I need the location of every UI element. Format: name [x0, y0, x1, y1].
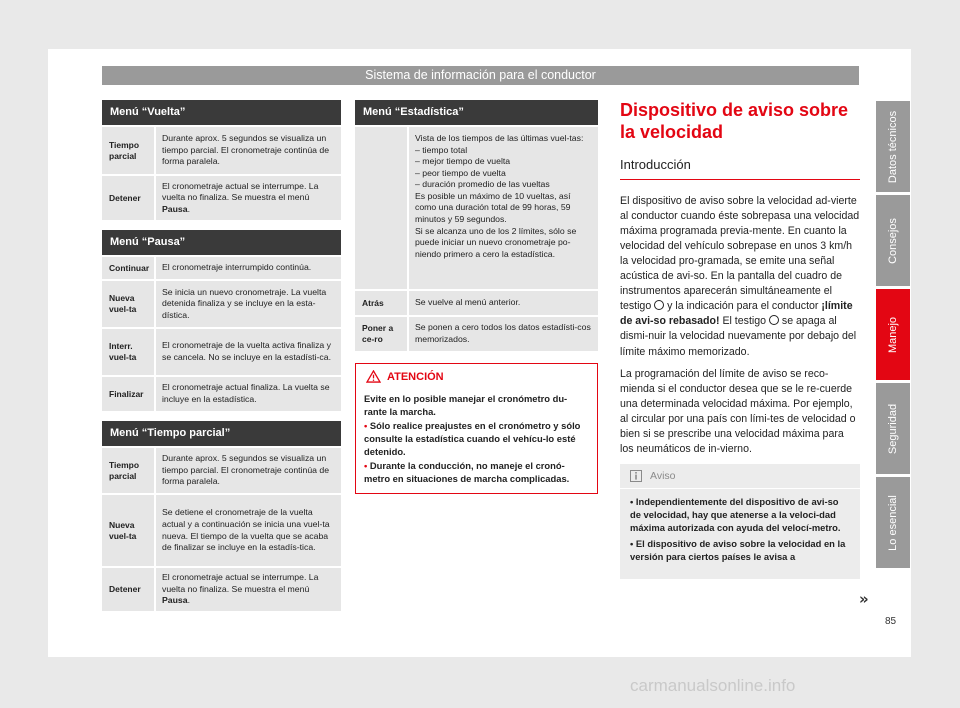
row-key: Tiempo parcial: [109, 139, 140, 161]
tab-lo-esencial[interactable]: Lo esencial: [876, 477, 910, 568]
warning-header: [356, 364, 597, 389]
subsection-title: Introducción: [620, 151, 860, 180]
chapter-tabs: [876, 101, 910, 571]
row-value: El cronometraje interrumpido continúa.: [154, 257, 341, 279]
note-box: [620, 464, 860, 579]
section-title: Dispositivo de aviso sobre la velocidad: [620, 100, 849, 142]
right-column: [620, 100, 860, 579]
page-header: Sistema de información para el conductor: [102, 66, 859, 85]
note-body: [620, 489, 860, 573]
info-icon: [630, 470, 642, 482]
row-key: Finalizar: [109, 388, 144, 399]
row-value: El cronometraje actual se interrumpe. La vuelta no finaliza. Se muestra el menú Pausa.: [154, 176, 341, 220]
row-key: [355, 127, 407, 289]
left-column: [102, 100, 341, 611]
body-text: [620, 194, 860, 457]
warning-triangle-icon: [366, 370, 381, 383]
middle-column: [355, 100, 598, 494]
row-value: Vista de los tiempos de las últimas vuel-tas: – tiempo total – mejor tiempo de vuelta – peor tiempo de vuelta – duración promedio de las vueltas Es posible un máximo de 10 vueltas, así como una duración total de 99 horas, 59 minutos y 59 segundos. Si se alcanza uno de los 2 límites, sólo se puede iniciar un nuevo cronometraje po-niendo primero a cero la estadística.: [407, 127, 598, 289]
note-bullet: • El dispositivo de aviso sobre la velocidad en la versión para ciertos países le avisa a: [630, 538, 846, 563]
row-key: Tiempo parcial: [109, 459, 140, 481]
warning-box: [355, 363, 598, 494]
table-title: Menú “Estadística”: [355, 100, 598, 125]
warning-body: [356, 389, 597, 493]
row-key: Atrás: [362, 297, 384, 308]
tab-seguridad[interactable]: Seguridad: [876, 383, 910, 474]
warning-bullet: • Durante la conducción, no maneje el cronó-metro en situaciones de marcha complicadas.: [364, 459, 570, 484]
watermark: carmanualsonline.info: [630, 676, 796, 695]
row-key: Detener: [109, 192, 141, 203]
row-key: Nueva vuel-ta: [109, 293, 137, 314]
speed-warning-indicator-icon: [769, 315, 779, 325]
table-tiempo-parcial: [102, 421, 341, 611]
row-value: Se ponen a cero todos los datos estadísti-cos memorizados.: [407, 317, 598, 351]
row-key: Nueva vuel-ta: [109, 519, 137, 541]
row-value: Se vuelve al menú anterior.: [407, 291, 598, 315]
warning-title: ATENCIÓN: [387, 370, 444, 383]
speed-warning-indicator-icon: [654, 300, 664, 310]
row-key: Detener: [109, 584, 141, 595]
table-estadistica: [355, 100, 598, 351]
tab-datos-tecnicos[interactable]: Datos técnicos: [876, 101, 910, 192]
row-value: Durante aprox. 5 segundos se visualiza un tiempo parcial. El cronometraje continúa de forma paralela.: [154, 127, 341, 174]
row-value: El cronometraje de la vuelta activa finaliza y se cancela. No se incluye en la estadísti-ca.: [154, 329, 341, 375]
note-bullet: • Independientemente del dispositivo de avi-so de velocidad, hay que atenerse a la veloci-dad máxima autorizada con ayuda del velocí-metro.: [630, 495, 841, 534]
row-value: El cronometraje actual finaliza. La vuelta se incluye en la estadística.: [154, 377, 341, 411]
table-vuelta: [102, 100, 341, 220]
paragraph: El dispositivo de aviso sobre la velocidad ad-vierte al conductor cuando éste sobrepasa una velocidad máxima programada previa-mente. En cuanto la velocidad del vehículo sobrepase en unos 3 km/h la velocidad pro-gramada, se emite una señal acústica de avi-so. En la pantalla del cuadro de instrumentos aparecerán simultáneamente el testigo y la indicación para el conductor ¡límite de avi-so rebasado! El testigo se apaga al dismi-nuir la velocidad nuevamente por debajo del límite máximo memorizado.: [620, 195, 860, 358]
row-value: Se detiene el cronometraje de la vuelta actual y a continuación se inicia una vuel-ta nueva. El tiempo de la vuelta que se acaba de finalizar se incluye en la estadís-tica.: [154, 495, 341, 566]
note-title: Aviso: [650, 469, 676, 482]
paragraph: La programación del límite de aviso se reco-mienda si el conductor desea que se le re-cuerde una determinada velocidad máxima. Por ejemplo, al circular por una país con lími-tes de velocidad o bien si se prescribe una velocidad máxima para los neumáticos de in-vierno.: [620, 367, 856, 455]
row-value: El cronometraje actual se interrumpe. La vuelta no finaliza. Se muestra el menú Pausa.: [154, 568, 341, 611]
tab-manejo[interactable]: Manejo: [876, 289, 910, 380]
page-number: 85: [885, 616, 897, 627]
table-title: Menú “Pausa”: [102, 230, 341, 255]
table-title: Menú “Tiempo parcial”: [102, 421, 341, 446]
warning-bullet: • Sólo realice preajustes en el cronómetro y sólo consulte la estadística cuando el vehícu-lo esté detenido.: [364, 419, 581, 457]
tab-consejos[interactable]: Consejos: [876, 195, 910, 286]
continued-arrow-icon: »: [859, 590, 869, 608]
row-key: Continuar: [109, 262, 150, 273]
table-title: Menú “Vuelta”: [102, 100, 341, 125]
row-key: Interr. vuel-ta: [109, 341, 137, 362]
warning-text: Evite en lo posible manejar el cronómetro du-rante la marcha.: [364, 393, 568, 417]
note-header: [620, 464, 860, 489]
row-value: Durante aprox. 5 segundos se visualiza un tiempo parcial. El cronometraje continúa de forma paralela.: [154, 448, 341, 493]
row-value: Se inicia un nuevo cronometraje. La vuelta detenida finaliza y se incluye en la esta-dística.: [154, 281, 341, 327]
table-pausa: [102, 230, 341, 411]
row-key: Poner a ce-ro: [362, 323, 394, 344]
